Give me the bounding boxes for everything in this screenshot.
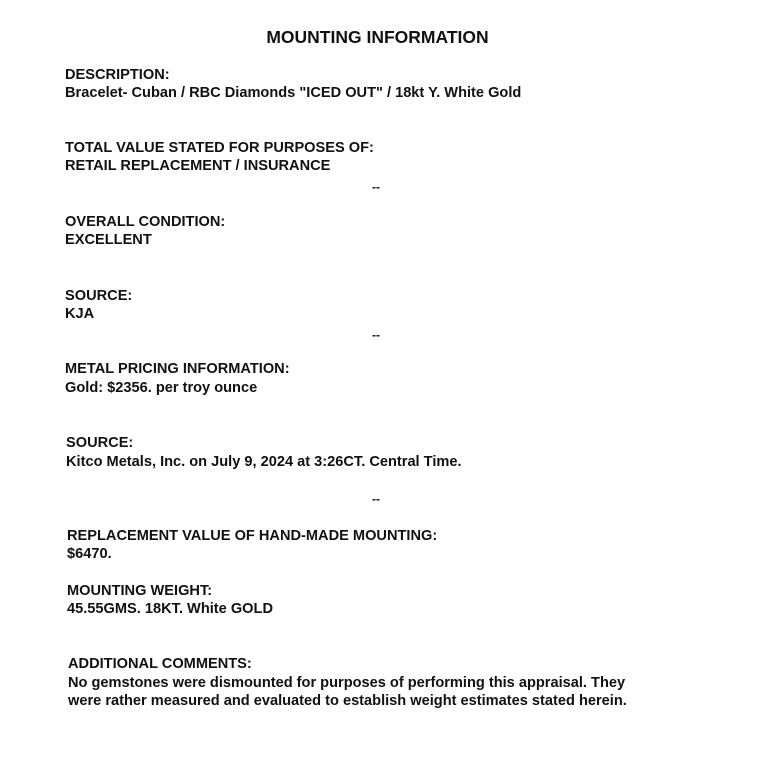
source-value: KJA (65, 306, 95, 322)
total-value-label: TOTAL VALUE STATED FOR PURPOSES OF: (65, 140, 374, 156)
separator: -- (372, 492, 380, 506)
additional-comments-line: No gemstones were dismounted for purposes of performing this appraisal. They (68, 675, 626, 691)
overall-condition-label: OVERALL CONDITION: (65, 214, 226, 230)
total-value-value: RETAIL REPLACEMENT / INSURANCE (65, 158, 331, 174)
metal-pricing-label: METAL PRICING INFORMATION: (65, 361, 290, 377)
description-label: DESCRIPTION: (65, 67, 170, 83)
replacement-value-value: $6470. (67, 546, 112, 562)
source-label: SOURCE: (66, 435, 134, 451)
additional-comments-label: ADDITIONAL COMMENTS: (68, 656, 252, 672)
mounting-weight-value: 45.55GMS. 18KT. White GOLD (67, 601, 273, 617)
page-title: MOUNTING INFORMATION (266, 27, 489, 47)
mounting-weight-label: MOUNTING WEIGHT: (67, 583, 213, 599)
metal-pricing-value: Gold: $2356. per troy ounce (65, 380, 258, 396)
separator: -- (372, 180, 380, 194)
source-value: Kitco Metals, Inc. on July 9, 2024 at 3:26CT. Central Time. (66, 454, 462, 470)
additional-comments-line: were rather measured and evaluated to establish weight estimates stated herein. (68, 693, 627, 709)
overall-condition-value: EXCELLENT (65, 232, 152, 248)
replacement-value-label: REPLACEMENT VALUE OF HAND-MADE MOUNTING: (67, 528, 438, 544)
separator: -- (372, 328, 380, 342)
source-label: SOURCE: (65, 288, 133, 304)
description-value: Bracelet- Cuban / RBC Diamonds "ICED OUT" / 18kt Y. White Gold (65, 85, 522, 101)
